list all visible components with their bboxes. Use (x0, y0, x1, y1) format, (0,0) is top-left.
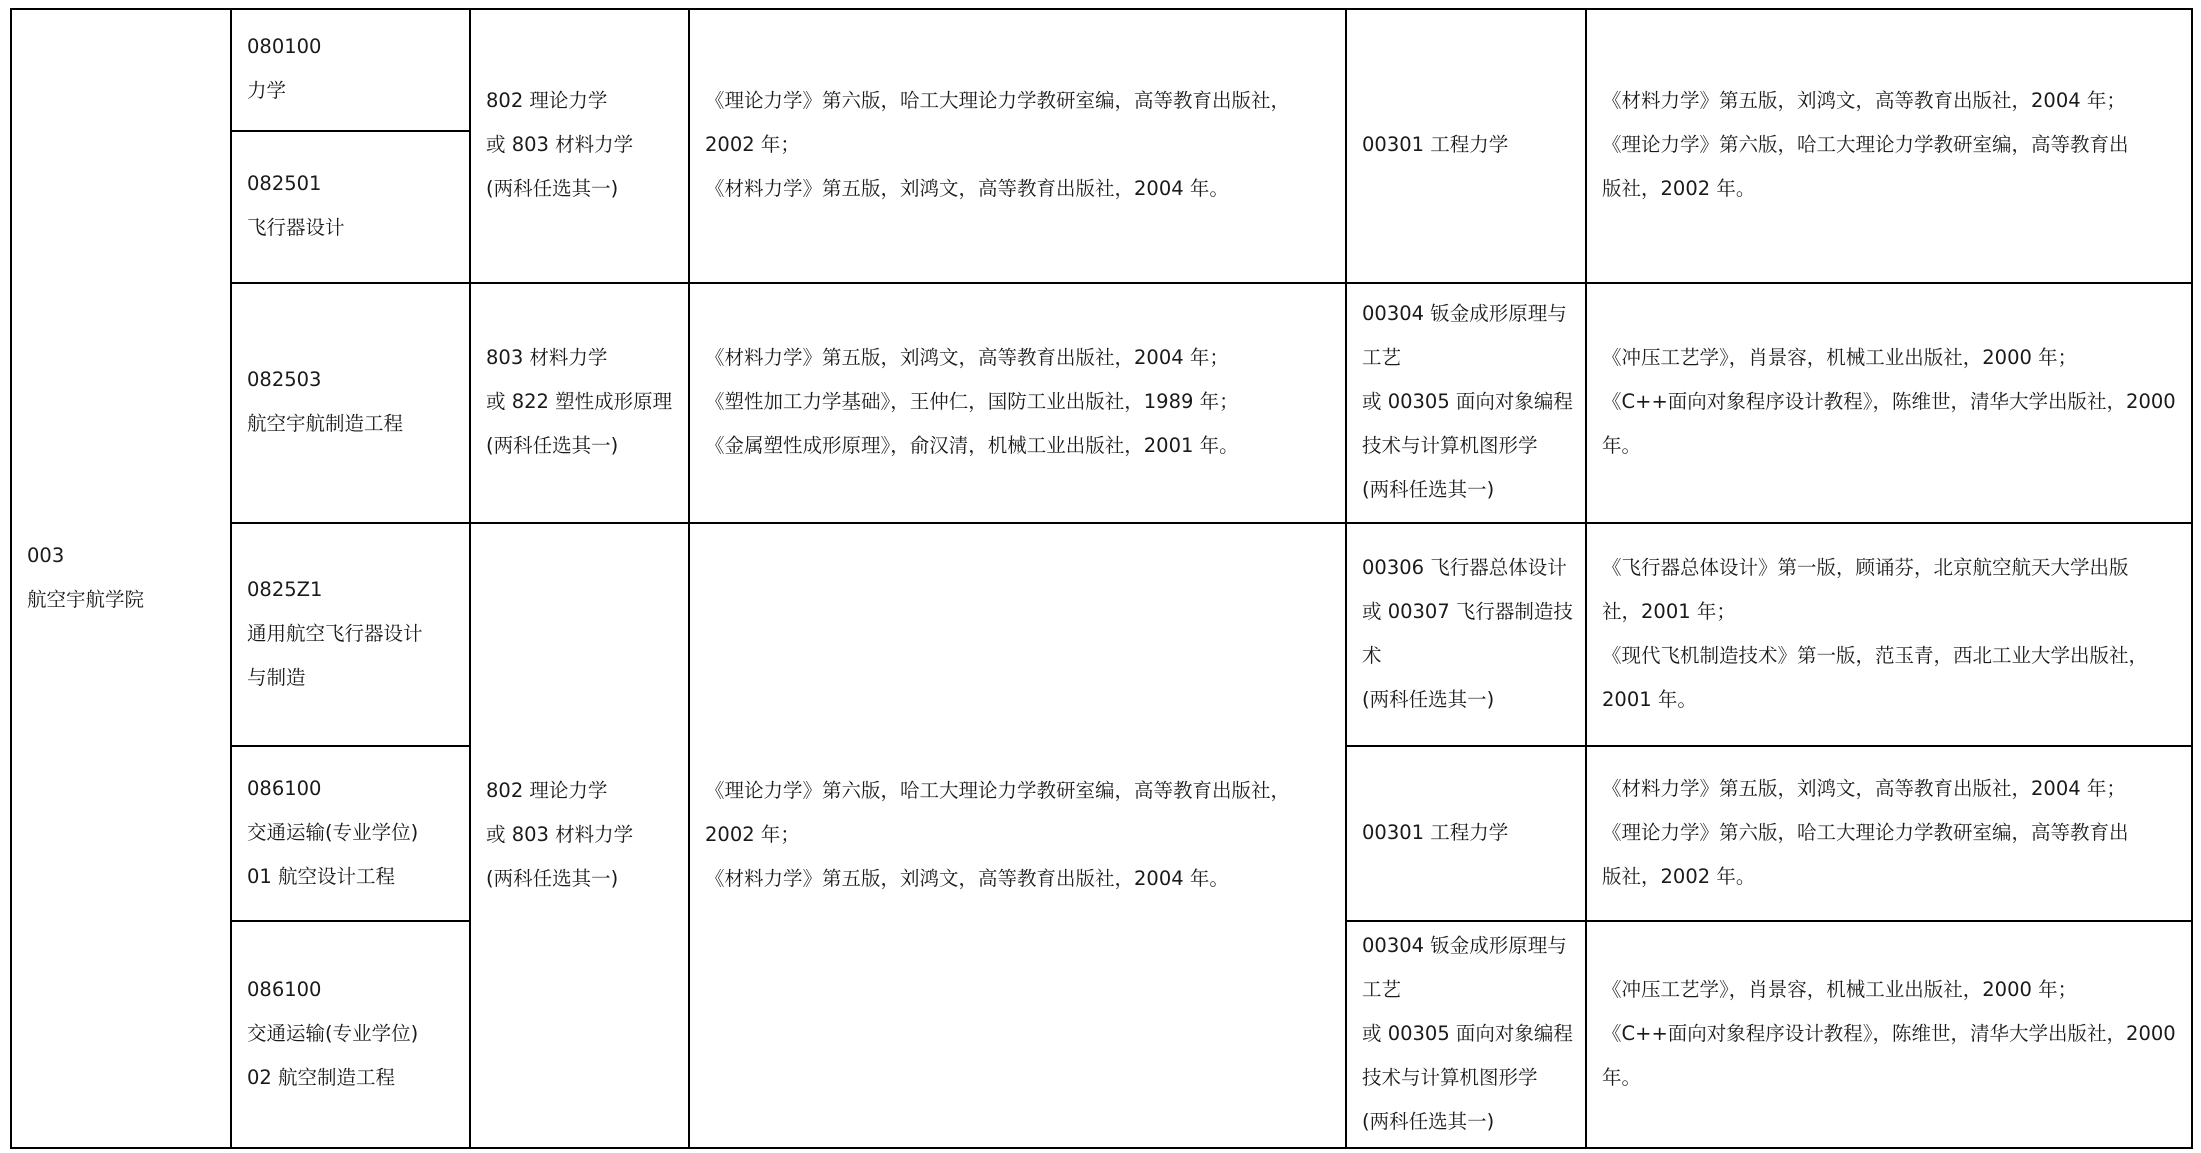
table-grid-line (1345, 745, 2193, 747)
major-cell (232, 968, 469, 1100)
cell-text-line: 02 航空制造工程 (247, 1066, 396, 1089)
cell-text-line: 802 理论力学 (486, 779, 608, 802)
cell-text-line: 01 航空设计工程 (247, 865, 396, 888)
major-cell (232, 25, 469, 113)
major-cell (232, 568, 469, 700)
cell-text-line: 2002 年； (705, 133, 800, 156)
table-grid-line (230, 745, 471, 747)
cell-text-line: 0825Z1 (247, 578, 323, 601)
cell-text-line: 00306 飞行器总体设计 (1362, 556, 1567, 579)
cell-text-line: 00304 钣金成形原理与 (1362, 302, 1567, 325)
cell-text-line: 082501 (247, 172, 322, 195)
table-grid-line (230, 130, 471, 132)
cell-text-line: 社，2001 年； (1602, 600, 1736, 623)
cell-text-line: 《材料力学》第五版，刘鸿文，高等教育出版社，2004 年； (1602, 89, 2126, 112)
cell-text-line: 版社，2002 年。 (1602, 865, 1756, 888)
major-cell (232, 358, 469, 446)
initial-exam-cell (471, 336, 688, 468)
cell-text-line: 《金属塑性成形原理》，俞汉清，机械工业出版社，2001 年。 (705, 434, 1239, 457)
cell-text-line: (两科任选其一) (486, 177, 619, 200)
cell-text-line: 082503 (247, 368, 322, 391)
retest-exam-cell (1347, 924, 1585, 1144)
cell-text-line: 工艺 (1362, 978, 1402, 1001)
cell-text-line: 年。 (1602, 434, 1642, 457)
cell-text-line: 803 材料力学 (486, 346, 608, 369)
cell-text-line: 《理论力学》第六版，哈工大理论力学教研室编，高等教育出版社， (705, 779, 1291, 802)
cell-text-line: 或 00305 面向对象编程 (1362, 390, 1573, 413)
cell-text-line: 《C++面向对象程序设计教程》，陈维世，清华大学出版社，2000 (1602, 390, 2176, 413)
cell-text-line: 交通运输(专业学位) (247, 821, 419, 844)
cell-text-line: 080100 (247, 35, 322, 58)
retest-books-cell (1587, 79, 2191, 211)
initial-books-cell (690, 769, 1345, 901)
cell-text-line: 交通运输(专业学位) (247, 1022, 419, 1045)
cell-text-line: 技术与计算机图形学 (1362, 434, 1538, 457)
cell-text-line: 《冲压工艺学》，肖景容，机械工业出版社，2000 年； (1602, 346, 2078, 369)
retest-exam-cell (1347, 811, 1585, 855)
cell-text-line: 术 (1362, 644, 1382, 667)
retest-exam-cell (1347, 292, 1585, 512)
cell-text-line: 力学 (247, 79, 287, 102)
college-name: 航空宇航学院 (27, 588, 145, 611)
cell-text-line: 《理论力学》第六版，哈工大理论力学教研室编，高等教育出 (1602, 133, 2129, 156)
cell-text-line: 航空宇航制造工程 (247, 412, 404, 435)
college-code: 003 (27, 544, 65, 567)
cell-text-line: 或 803 材料力学 (486, 823, 634, 846)
cell-text-line: 或 803 材料力学 (486, 133, 634, 156)
initial-books-cell (690, 336, 1345, 468)
cell-text-line: 通用航空飞行器设计 (247, 622, 423, 645)
retest-exam-cell (1347, 546, 1585, 722)
cell-text-line: 00301 工程力学 (1362, 133, 1509, 156)
major-cell (232, 767, 469, 899)
cell-text-line: 《冲压工艺学》，肖景容，机械工业出版社，2000 年； (1602, 978, 2078, 1001)
cell-text-line: 或 822 塑性成形原理 (486, 390, 673, 413)
cell-text-line: 《理论力学》第六版，哈工大理论力学教研室编，高等教育出版社， (705, 89, 1291, 112)
cell-text-line: 00301 工程力学 (1362, 821, 1509, 844)
retest-books-cell (1587, 546, 2191, 722)
initial-books-cell (690, 79, 1345, 211)
cell-text-line: 《材料力学》第五版，刘鸿文，高等教育出版社，2004 年； (1602, 777, 2126, 800)
cell-text-line: 《材料力学》第五版，刘鸿文，高等教育出版社，2004 年。 (705, 177, 1229, 200)
cell-text-line: 与制造 (247, 666, 306, 689)
retest-books-cell (1587, 968, 2191, 1100)
cell-text-line: (两科任选其一) (486, 434, 619, 457)
cell-text-line: 《飞行器总体设计》第一版，顾诵芬，北京航空航天大学出版 (1602, 556, 2129, 579)
table-grid-line (469, 522, 1347, 524)
cell-text-line: 版社，2002 年。 (1602, 177, 1756, 200)
cell-text-line: 《理论力学》第六版，哈工大理论力学教研室编，高等教育出 (1602, 821, 2129, 844)
initial-exam-cell (471, 769, 688, 901)
cell-text-line: 工艺 (1362, 346, 1402, 369)
table-grid-line (2191, 8, 2193, 1149)
cell-text-line: 飞行器设计 (247, 216, 345, 239)
table-grid-line (230, 920, 471, 922)
cell-text-line: 或 00307 飞行器制造技 (1362, 600, 1573, 623)
cell-text-line: (两科任选其一) (1362, 688, 1495, 711)
retest-books-cell (1587, 767, 2191, 899)
cell-text-line: (两科任选其一) (486, 867, 619, 890)
cell-text-line: 086100 (247, 978, 322, 1001)
college-cell (12, 534, 230, 622)
cell-text-line: 2001 年。 (1602, 688, 1697, 711)
major-cell (232, 162, 469, 250)
cell-text-line: 《现代飞机制造技术》第一版，范玉青，西北工业大学出版社， (1602, 644, 2149, 667)
cell-text-line: 年。 (1602, 1066, 1642, 1089)
cell-text-line: 2002 年； (705, 823, 800, 846)
initial-exam-cell (471, 79, 688, 211)
table-grid-line (1345, 920, 2193, 922)
table-grid-line (10, 8, 2193, 10)
retest-exam-cell (1347, 123, 1585, 167)
cell-text-line: 086100 (247, 777, 322, 800)
cell-text-line: 《塑性加工力学基础》，王仲仁，国防工业出版社，1989 年； (705, 390, 1239, 413)
retest-books-cell (1587, 336, 2191, 468)
cell-text-line: 或 00305 面向对象编程 (1362, 1022, 1573, 1045)
cell-text-line: (两科任选其一) (1362, 478, 1495, 501)
cell-text-line: (两科任选其一) (1362, 1110, 1495, 1133)
table-grid-line (10, 1147, 2193, 1149)
cell-text-line: 00304 钣金成形原理与 (1362, 934, 1567, 957)
cell-text-line: 《材料力学》第五版，刘鸿文，高等教育出版社，2004 年。 (705, 867, 1229, 890)
cell-text-line: 《材料力学》第五版，刘鸿文，高等教育出版社，2004 年； (705, 346, 1229, 369)
cell-text-line: 802 理论力学 (486, 89, 608, 112)
cell-text-line: 技术与计算机图形学 (1362, 1066, 1538, 1089)
table-grid-line (230, 282, 2193, 284)
cell-text-line: 《C++面向对象程序设计教程》，陈维世，清华大学出版社，2000 (1602, 1022, 2176, 1045)
